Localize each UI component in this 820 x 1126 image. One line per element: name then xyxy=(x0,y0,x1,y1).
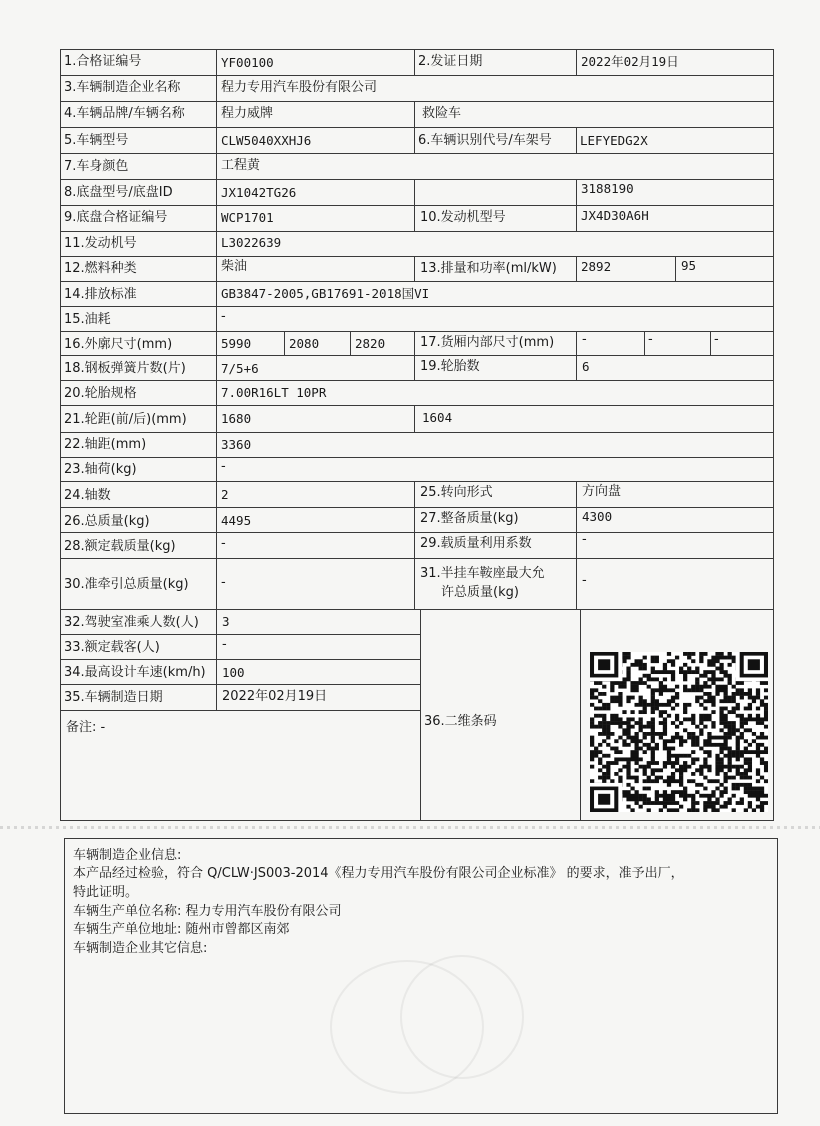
field-5-value: CLW5040XXHJ6 xyxy=(221,133,312,148)
field-27-label: 27.整备质量(kg) xyxy=(420,511,519,526)
field-4-label: 4.车辆品牌/车辆名称 xyxy=(64,106,185,121)
field-3-value: 程力专用汽车股份有限公司 xyxy=(221,80,378,95)
field-1-value: YF00100 xyxy=(221,55,274,70)
field-33-label: 33.额定载客(人) xyxy=(64,640,160,655)
field-24-value: 2 xyxy=(221,487,229,502)
field-2-value: 2022年02月19日 xyxy=(581,54,679,69)
field-11-label: 11.发动机号 xyxy=(64,236,137,251)
field-28-label: 28.额定载质量(kg) xyxy=(64,539,176,554)
field-16-length: 5990 xyxy=(221,336,252,351)
field-30-value: - xyxy=(221,575,226,590)
field-25-value: 方向盘 xyxy=(582,484,622,499)
field-5-label: 5.车辆型号 xyxy=(64,133,129,148)
field-3-label: 3.车辆制造企业名称 xyxy=(64,80,181,95)
field-2-label: 2.发证日期 xyxy=(418,54,483,69)
field-29-value: - xyxy=(582,532,587,547)
field-4-brand: 程力威牌 xyxy=(221,106,274,121)
field-15-label: 15.油耗 xyxy=(64,312,111,327)
field-18-label: 18.钢板弹簧片数(片) xyxy=(64,361,186,376)
field-30-label: 30.准牵引总质量(kg) xyxy=(64,577,189,592)
footer-certification: 特此证明。 xyxy=(73,885,139,900)
field-19-label: 19.轮胎数 xyxy=(420,359,480,374)
field-16-height: 2820 xyxy=(355,336,386,351)
field-16-label: 16.外廓尺寸(mm) xyxy=(64,337,173,352)
field-17-width: - xyxy=(648,332,653,347)
field-35-value: 2022年02月19日 xyxy=(222,689,328,704)
field-8-label: 8.底盘型号/底盘ID xyxy=(64,185,173,200)
field-24-label: 24.轴数 xyxy=(64,488,111,503)
footer-heading: 车辆制造企业信息: xyxy=(73,848,182,863)
field-26-value: 4495 xyxy=(221,513,252,528)
field-31-value: - xyxy=(582,573,587,588)
field-13-displacement: 2892 xyxy=(581,259,612,274)
field-8-id: 3188190 xyxy=(581,181,634,196)
field-20-label: 20.轮胎规格 xyxy=(64,386,137,401)
field-9-label: 9.底盘合格证编号 xyxy=(64,210,168,225)
field-12-label: 12.燃料种类 xyxy=(64,261,137,276)
field-31-label-line1: 31.半挂车鞍座最大允 xyxy=(420,566,545,581)
field-20-value: 7.00R16LT 10PR xyxy=(221,385,327,400)
field-10-label: 10.发动机型号 xyxy=(420,210,506,225)
qr-code-image xyxy=(590,652,768,812)
footer-other-info: 车辆制造企业其它信息: xyxy=(73,941,208,956)
field-17-label: 17.货厢内部尺寸(mm) xyxy=(420,335,555,350)
footer-producer-name: 车辆生产单位名称: 程力专用汽车股份有限公司 xyxy=(73,904,342,919)
field-15-value: - xyxy=(221,309,226,324)
field-14-value: GB3847-2005,GB17691-2018国VI xyxy=(221,286,430,301)
field-7-value: 工程黄 xyxy=(221,158,261,173)
field-8-model: JX1042TG26 xyxy=(221,185,297,200)
remarks: 备注: - xyxy=(66,720,106,735)
field-27-value: 4300 xyxy=(582,509,613,524)
field-6-label: 6.车辆识别代号/车架号 xyxy=(418,133,552,148)
field-10-value: JX4D30A6H xyxy=(581,208,649,223)
field-16-width: 2080 xyxy=(289,336,320,351)
field-4-name: 救险车 xyxy=(422,106,462,121)
field-17-height: - xyxy=(714,332,719,347)
field-21-label: 21.轮距(前/后)(mm) xyxy=(64,412,187,427)
field-31-label-line2: 许总质量(kg) xyxy=(441,585,519,600)
field-11-value: L3022639 xyxy=(221,235,282,250)
field-9-value: WCP1701 xyxy=(221,210,274,225)
faint-stamp-2 xyxy=(400,955,524,1079)
field-17-length: - xyxy=(582,332,587,347)
field-25-label: 25.转向形式 xyxy=(420,485,493,500)
field-12-value: 柴油 xyxy=(221,259,248,274)
field-21-front: 1680 xyxy=(221,411,252,426)
field-32-label: 32.驾驶室准乘人数(人) xyxy=(64,615,199,630)
field-1-label: 1.合格证编号 xyxy=(64,54,142,69)
footer-producer-address: 车辆生产单位地址: 随州市曾都区南郊 xyxy=(73,922,290,937)
field-32-value: 3 xyxy=(222,614,230,629)
field-22-label: 22.轴距(mm) xyxy=(64,437,147,452)
field-33-value: - xyxy=(222,637,227,652)
field-6-value: LEFYEDG2X xyxy=(580,133,648,148)
footer-compliance-statement: 本产品经过检验，符合 Q/CLW·JS003-2014《程力专用汽车股份有限公司企业标准》 的要求，准予出厂， xyxy=(73,866,684,881)
field-34-label: 34.最高设计车速(km/h) xyxy=(64,665,206,680)
field-26-label: 26.总质量(kg) xyxy=(64,514,150,529)
field-34-value: 100 xyxy=(222,665,245,680)
field-28-value: - xyxy=(221,536,226,551)
field-23-label: 23.轴荷(kg) xyxy=(64,462,137,477)
field-23-value: - xyxy=(221,459,226,474)
field-22-value: 3360 xyxy=(221,437,252,452)
scan-fold-line xyxy=(0,826,820,829)
field-29-label: 29.载质量利用系数 xyxy=(420,536,532,551)
field-21-rear: 1604 xyxy=(422,410,453,425)
field-36-label: 36.二维条码 xyxy=(424,714,497,729)
field-13-power: 95 xyxy=(681,258,697,273)
field-7-label: 7.车身颜色 xyxy=(64,159,129,174)
field-19-value: 6 xyxy=(582,359,590,374)
field-13-label: 13.排量和功率(ml/kW) xyxy=(420,261,557,276)
field-14-label: 14.排放标准 xyxy=(64,287,137,302)
field-18-value: 7/5+6 xyxy=(221,361,259,376)
field-35-label: 35.车辆制造日期 xyxy=(64,690,163,705)
